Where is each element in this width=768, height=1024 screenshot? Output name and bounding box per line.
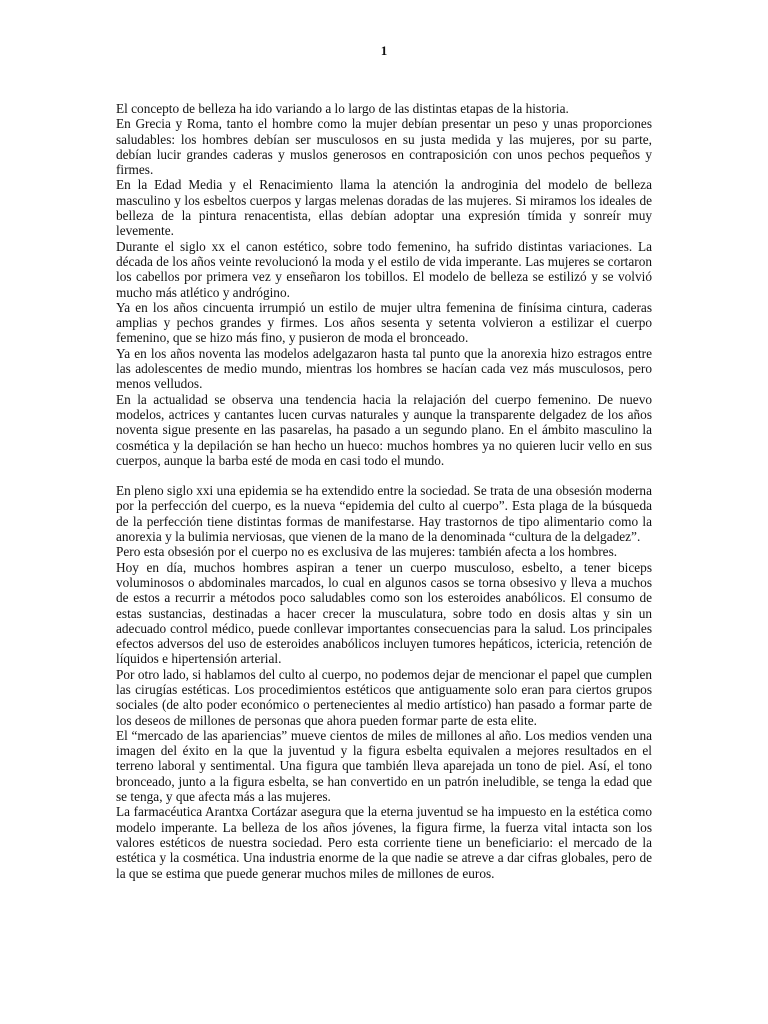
page-number: 1 [380,43,388,58]
paragraph: En Grecia y Roma, tanto el hombre como la mujer debían presentar un peso y unas proporciones saludables: los hombres debían ser musculosos en su justa medida y las mujeres, por su parte, debían lucir grandes caderas y muslos generosos en contraposición con unos pechos pequeños y firmes. [116,116,652,178]
paragraph: El “mercado de las apariencias” mueve cientos de miles de millones al año. Los medios venden una imagen del éxito en la que la juventud y la figura esbelta equivalen a mejores resultados en el terreno laboral y sentimental. Una figura que también lleva aparejada un tono de piel. Así, el tono bronceado, junto a la figura esbelta, se han convertido en un patrón ineludible, se tenga la edad que se tenga, y que afecta más a las mujeres. [116,727,652,805]
paragraph: El concepto de belleza ha ido variando a lo largo de las distintas etapas de la historia. [116,101,569,116]
paragraph: Pero esta obsesión por el cuerpo no es exclusiva de las mujeres: también afecta a los hombres. [116,544,618,560]
paragraph: En pleno siglo xxi una epidemia se ha extendido entre la sociedad. Se trata de una obsesión moderna por la perfección del cuerpo, es la nueva “epidemia del culto al cuerpo”. Esta plaga de la búsqueda de la perfección tiene distintas formas de manifestarse. Hay trastornos de tipo alimentario como la anorexia y la bulimia nerviosas, que vienen de la mano de la denominada “cultura de la delgadez”. [116,483,652,545]
paragraph: Durante el siglo xx el canon estético, sobre todo femenino, ha sufrido distintas variaciones. La década de los años veinte revolucionó la moda y el estilo de vida imperante. Las mujeres se cortaron los cabellos por primera vez y enseñaron los tobillos. El modelo de belleza se estilizó y se volvió mucho más atlético y andrógino. [116,238,652,300]
paragraph: Ya en los años noventa las modelos adelgazaron hasta tal punto que la anorexia hizo estragos entre las adolescentes de medio mundo, mientras los hombres se hacían cada vez más musculosos, pero menos velludos. [116,345,652,392]
paragraph: Hoy en día, muchos hombres aspiran a tener un cuerpo musculoso, esbelto, a tener biceps voluminosos o abdominales marcados, lo cual en algunos casos se torna obsesivo y lleva a muchos de estos a recurrir a métodos poco saludables como son los esteroides anabólicos. El consumo de estas sustancias, destinadas a hacer crecer la musculatura, sobre todo en dosis altas y sin un adecuado control médico, puede conllevar importantes consecuencias para la salud. Los principales efectos adversos del uso de esteroides anabólicos incluyen tumores hepáticos, ictericia, retención de líquidos e hipertensión arterial. [116,559,652,667]
paragraph: En la Edad Media y el Renacimiento llama la atención la androginia del modelo de belleza masculino y los esbeltos cuerpos y largas melenas doradas de las mujeres. Si miramos los ideales de belleza de la pintura renacentista, ellas debían adoptar una expresión tímida y sonreír muy levemente. [116,177,652,239]
paragraph: En la actualidad se observa una tendencia hacia la relajación del cuerpo femenino. De nuevo modelos, actrices y cantantes lucen curvas naturales y aunque la transparente delgadez de los años noventa sigue presente en las pasarelas, ha pasado a un segundo plano. En el ámbito masculino la cosmética y la depilación se han hecho un hueco: muchos hombres ya no quieren lucir vello en sus cuerpos, aunque la barba esté de moda en casi todo el mundo. [116,391,652,468]
document-body [116,101,652,881]
paragraph: Ya en los años cincuenta irrumpió un estilo de mujer ultra femenina de finísima cintura, caderas amplias y pechos grandes y firmes. Los años sesenta y setenta volvieron a estilizar el cuerpo femenino, que se hizo más fino, y pusieron de moda el bronceado. [116,299,652,346]
paragraph: La farmacéutica Arantxa Cortázar asegura que la eterna juventud se ha impuesto en la estética como modelo imperante. La belleza de los años jóvenes, la figura firme, la fuerza vital intacta son los valores estéticos de nuestra sociedad. Pero esta corriente tiene un beneficiario: el mercado de la estética y la cosmética. Una industria enorme de la que nadie se atreve a dar cifras globales, pero de la que se estima que puede generar muchos miles de millones de euros. [116,804,652,881]
paragraph: Por otro lado, si hablamos del culto al cuerpo, no podemos dejar de mencionar el papel que cumplen las cirugías estéticas. Los procedimientos estéticos que antiguamente solo eran para ciertos grupos sociales (de alto poder económico o pertenecientes al medio artístico) han pasado a formar parte de los deseos de millones de personas que ahora pueden formar parte de esta elite. [116,666,652,728]
